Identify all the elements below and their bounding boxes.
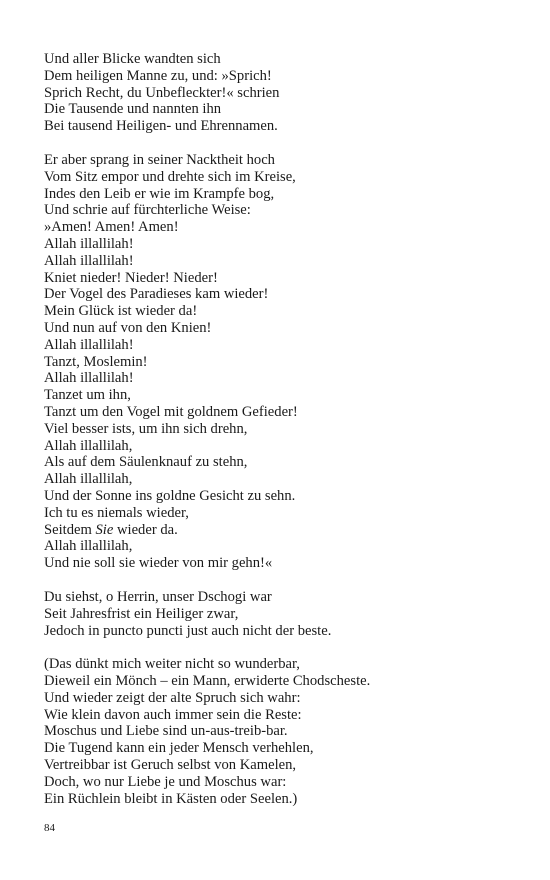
poem-line: Du siehst, o Herrin, unser Dschogi war	[44, 588, 272, 605]
poem-line: Tanzt, Moslemin!	[44, 353, 148, 370]
poem-line: Seit Jahresfrist ein Heiliger zwar,	[44, 605, 239, 622]
poem-line: Allah illallilah!	[44, 370, 134, 387]
poem-line: Vom Sitz empor und drehte sich im Kreise,	[44, 168, 296, 185]
poem-line: Tanzt um den Vogel mit goldnem Gefieder!	[44, 403, 298, 420]
poem-line: Der Vogel des Paradieses kam wieder!	[44, 286, 269, 303]
poem-line: Er aber sprang in seiner Nacktheit hoch	[44, 151, 275, 168]
poem-line: Bei tausend Heiligen- und Ehrennamen.	[44, 118, 278, 135]
poem-line: Allah illallilah!	[44, 235, 134, 252]
poem-line: Allah illallilah,	[44, 538, 133, 555]
poem-line: Dieweil ein Mönch – ein Mann, erwiderte Chodscheste.	[44, 673, 371, 690]
poem-line: Kniet nieder! Nieder! Nieder!	[44, 269, 218, 286]
poem-line: »Amen! Amen! Amen!	[44, 219, 179, 236]
line-text: Seitdem	[44, 521, 96, 538]
poem-line: (Das dünkt mich weiter nicht so wunderbar,	[44, 656, 300, 673]
poem-line: Allah illallilah!	[44, 336, 134, 353]
poem-line: Allah illallilah,	[44, 471, 133, 488]
poem-line: Und der Sonne ins goldne Gesicht zu sehn.	[44, 487, 296, 504]
stanza-4	[44, 656, 514, 807]
page-number: 84	[44, 822, 55, 834]
poem-line: Dem heiligen Manne zu, und: »Sprich!	[44, 67, 272, 84]
poem-line: Und nie soll sie wieder von mir gehn!«	[44, 555, 273, 572]
poem-line: Vertreibbar ist Geruch selbst von Kamelen,	[44, 757, 297, 774]
poem-text	[44, 51, 514, 824]
emphasized-word: Sie	[95, 521, 114, 538]
poem-line: Und schrie auf fürchterliche Weise:	[44, 202, 251, 219]
poem-line: Tanzet um ihn,	[44, 387, 131, 404]
poem-line: Ich tu es niemals wieder,	[44, 504, 189, 521]
poem-line: Sprich Recht, du Unbefleckter!« schrien	[44, 84, 280, 101]
poem-line: Doch, wo nur Liebe je und Moschus war:	[44, 773, 287, 790]
poem-line: Als auf dem Säulenknauf zu stehn,	[44, 454, 248, 471]
poem-line: Und nun auf von den Knien!	[44, 319, 212, 336]
poem-line: Moschus und Liebe sind un-aus-treib-bar.	[44, 723, 288, 740]
stanza-3	[44, 589, 514, 639]
stanza-2	[44, 152, 514, 572]
poem-line: Wie klein davon auch immer sein die Reste:	[44, 706, 302, 723]
poem-line: Viel besser ists, um ihn sich drehn,	[44, 420, 248, 437]
line-text: wieder da.	[113, 521, 178, 538]
poem-line: Und wieder zeigt der alte Spruch sich wahr:	[44, 689, 301, 706]
poem-line: Mein Glück ist wieder da!	[44, 303, 198, 320]
poem-line: Allah illallilah,	[44, 437, 133, 454]
poem-line: Die Tausende und nannten ihn	[44, 101, 222, 118]
poem-line: Und aller Blicke wandten sich	[44, 51, 221, 67]
poem-line: Allah illallilah!	[44, 252, 134, 269]
poem-line	[44, 522, 514, 539]
poem-line: Jedoch in puncto puncti just auch nicht der beste.	[44, 622, 332, 639]
poem-line: Ein Rüchlein bleibt in Kästen oder Seelen.)	[44, 790, 298, 807]
poem-line: Die Tugend kann ein jeder Mensch verhehlen,	[44, 740, 314, 757]
stanza-1	[44, 51, 514, 135]
poem-line: Indes den Leib er wie im Krampfe bog,	[44, 185, 275, 202]
